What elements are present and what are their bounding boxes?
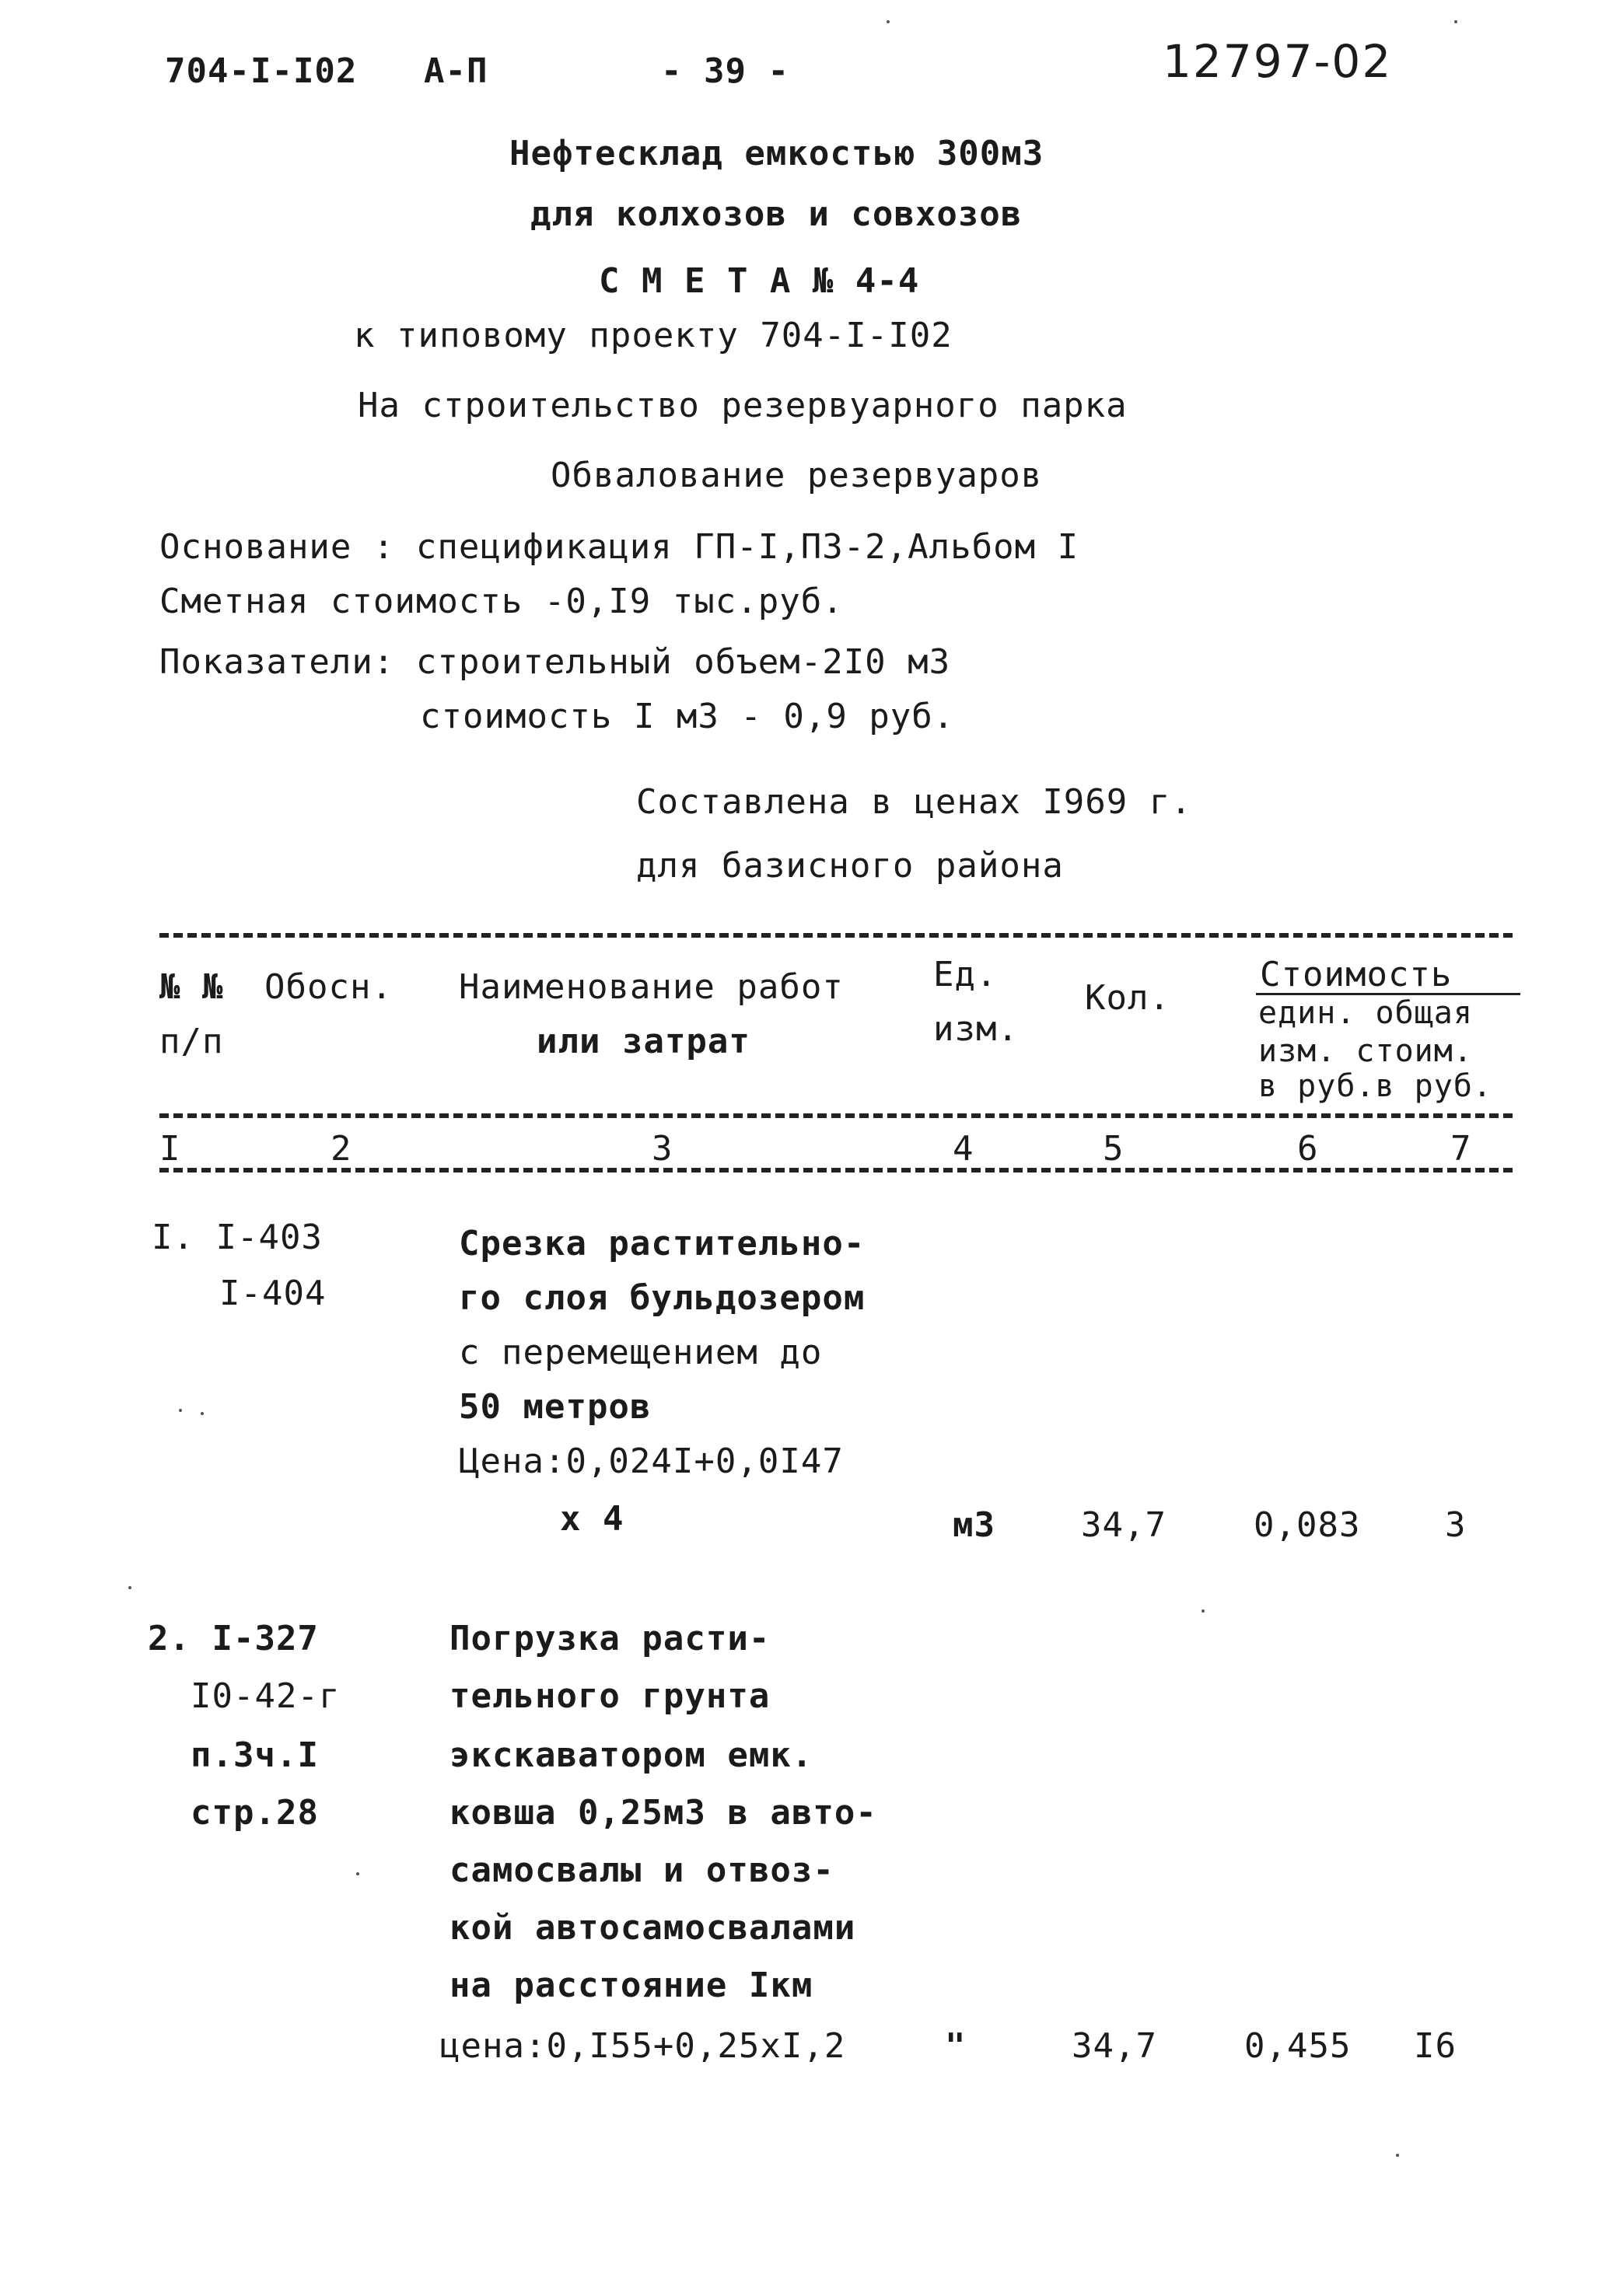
table-top-rule xyxy=(159,933,1513,938)
header-name-1: Наименование работ xyxy=(459,967,844,1007)
row1-total: 3 xyxy=(1445,1505,1467,1545)
row2-desc-2: тельного грунта xyxy=(449,1676,771,1716)
header-unit-1: Ед. xyxy=(933,955,998,994)
row1-desc-1: Срезка растительно- xyxy=(459,1224,866,1263)
header-qty: Кол. xyxy=(1085,978,1170,1018)
archive-number: 12797-02 xyxy=(1163,35,1393,88)
row1-desc-6: х 4 xyxy=(560,1499,624,1539)
page-number: - 39 - xyxy=(661,51,789,91)
column-numbers-top-rule xyxy=(159,1113,1513,1118)
row2-desc-4: ковша 0,25м3 в авто- xyxy=(449,1793,877,1833)
row1-unit-price: 0,083 xyxy=(1254,1505,1361,1545)
header-cost-sub-2: изм. стоим. xyxy=(1258,1033,1473,1069)
row1-desc-3: с перемещением до xyxy=(459,1333,823,1372)
row2-basis-4: стр.28 xyxy=(191,1793,319,1833)
row1-num-basis: I. I-403 xyxy=(152,1218,323,1257)
scan-speck xyxy=(1454,20,1457,23)
header-cost-sub-3: в руб.в руб. xyxy=(1258,1068,1492,1104)
title-line-4: к типовому проекту 704-I-I02 xyxy=(354,316,953,355)
row2-num-basis: 2. I-327 xyxy=(148,1619,319,1658)
header-cost: Стоимость xyxy=(1260,955,1453,994)
row1-basis-2: I-404 xyxy=(219,1274,327,1313)
column-numbers-bottom-rule xyxy=(159,1168,1513,1172)
scan-speck xyxy=(1202,1609,1205,1613)
header-num-2: п/п xyxy=(159,1022,224,1061)
row1-desc-4: 50 метров xyxy=(459,1387,652,1427)
scan-speck xyxy=(179,1409,182,1412)
column-number: 2 xyxy=(331,1129,352,1169)
header-unit-2: изм. xyxy=(933,1009,1019,1049)
album-code: А-П xyxy=(424,51,488,91)
row2-basis-2: I0-42-г xyxy=(191,1676,341,1716)
scan-speck xyxy=(128,1586,131,1589)
scan-speck xyxy=(887,20,890,23)
row2-unit-price: 0,455 xyxy=(1244,2026,1352,2066)
header-basis: Обосн. xyxy=(264,967,393,1007)
header-num-1: № № xyxy=(159,967,224,1007)
column-number: 3 xyxy=(652,1129,673,1169)
column-number: 5 xyxy=(1103,1129,1125,1169)
title-line-6: Обвалование резервуаров xyxy=(551,456,1043,495)
title-line-2: для колхозов и совхозов xyxy=(530,194,1023,234)
doc-type-title: С М Е Т А № 4-4 xyxy=(599,261,920,301)
column-number: 7 xyxy=(1450,1129,1472,1169)
title-line-1: Нефтесклад емкостью 300м3 xyxy=(509,134,1044,173)
row2-unit: " xyxy=(945,2026,967,2066)
column-number: 6 xyxy=(1297,1129,1319,1169)
project-code: 704-I-I02 xyxy=(165,51,358,91)
basis-line: Основание : спецификация ГП-I,ПЗ-2,Альбом I xyxy=(159,527,1079,567)
scan-speck xyxy=(1396,2154,1399,2157)
scan-speck xyxy=(356,1872,359,1875)
row1-desc-5: Цена:0,024I+0,0I47 xyxy=(459,1442,844,1481)
row2-desc-7: на расстояние Iкм xyxy=(449,1966,813,2005)
row2-total: I6 xyxy=(1414,2026,1457,2066)
row1-unit: м3 xyxy=(953,1505,995,1545)
row2-desc-5: самосвалы и отвоз- xyxy=(449,1850,834,1890)
column-number: I xyxy=(159,1129,181,1169)
row2-desc-8: цена:0,I55+0,25хI,2 xyxy=(439,2026,846,2066)
indicators-line-1: Показатели: строительный объем-2I0 м3 xyxy=(159,642,951,682)
row2-desc-3: экскаватором емк. xyxy=(449,1735,813,1775)
header-name-2: или затрат xyxy=(537,1022,750,1061)
row2-desc-6: кой автосамосвалами xyxy=(449,1908,856,1948)
row2-desc-1: Погрузка расти- xyxy=(449,1619,771,1658)
scan-speck xyxy=(201,1412,204,1415)
prices-line-2: для базисного района xyxy=(636,846,1064,886)
estimated-cost-line: Сметная стоимость -0,I9 тыс.руб. xyxy=(159,582,844,621)
row1-qty: 34,7 xyxy=(1081,1505,1167,1545)
column-number: 4 xyxy=(953,1129,974,1169)
indicators-line-2: стоимость I м3 - 0,9 руб. xyxy=(420,697,955,736)
row2-qty: 34,7 xyxy=(1072,2026,1157,2066)
row1-desc-2: го слоя бульдозером xyxy=(459,1278,866,1318)
header-cost-sub-1: един. общая xyxy=(1258,995,1473,1031)
row2-basis-3: п.3ч.I xyxy=(191,1735,319,1775)
prices-line-1: Составлена в ценах I969 г. xyxy=(636,782,1192,822)
title-line-5: На строительство резервуарного парка xyxy=(358,386,1128,425)
